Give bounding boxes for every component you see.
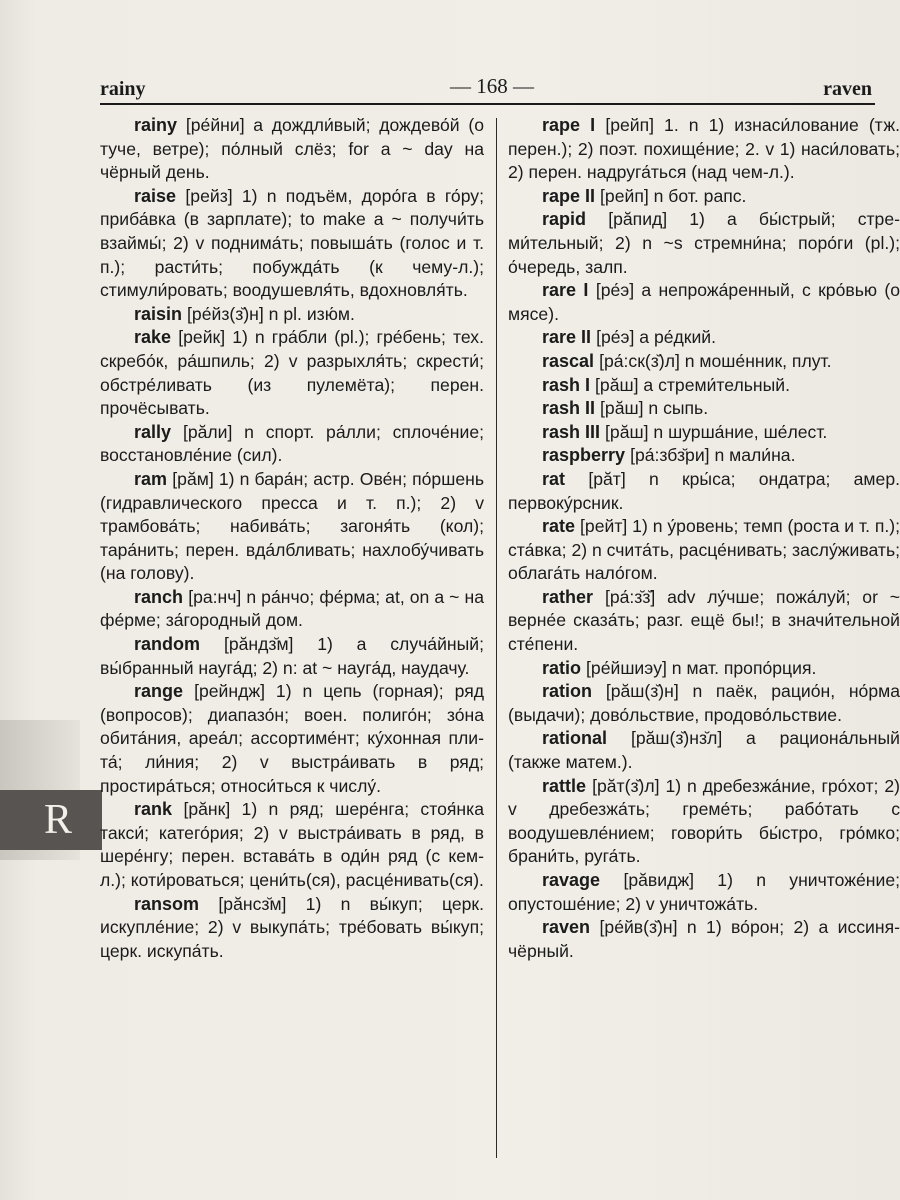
entry-definition: [рейп] n бот. рапс.	[600, 185, 747, 206]
dictionary-entry	[508, 775, 900, 869]
entry-definition: [рӑт] n кры́са; ондатра; амер. первоку́рсник.	[508, 468, 900, 513]
dictionary-entry	[100, 680, 484, 798]
entry-definition: [рӑш(з̆)нз̆л] a рациона́льный (также матем.).	[508, 728, 900, 773]
dictionary-entry	[508, 869, 900, 916]
entry-headword: rash II	[542, 398, 596, 419]
dictionary-entry	[100, 421, 484, 468]
dictionary-entry	[100, 303, 484, 327]
entry-headword: rape I	[542, 115, 596, 135]
dictionary-entry	[508, 208, 900, 279]
dictionary-entry	[508, 468, 900, 515]
entry-headword: rank	[134, 799, 173, 820]
entry-definition: [ре́йв(з̆)н] n 1) во́рон; 2) a иссиня-чёрный.	[508, 917, 900, 961]
entry-definition: [рӑш] a стреми́тельный.	[595, 374, 790, 395]
dictionary-entry	[508, 657, 900, 681]
entry-definition: [рӑт(з̆)л] 1) n дребезжа́ние, гро́хот; 2) v дребезжа́ть; греме́ть; рабо́тать с воодушевле́нием; говори́ть бы́стро, гро́мко; брани́ть, руга́ть.	[508, 775, 900, 867]
entry-headword: raven	[542, 917, 591, 938]
dictionary-entry	[508, 680, 900, 727]
dictionary-entry	[508, 326, 900, 350]
entry-definition: [рейз] 1) n подъём, доро́га в го́ру; приба́вка (в зарплате); to make a ~ получи́ть взаймы́; 2) v поднима́ть; повыша́ть (голос и т. п.); расти́ть; побужда́ть (к чему-л.); стимули́ровать; воодушевля́ть, вдохновля́ть.	[100, 185, 484, 301]
entry-headword: rape II	[542, 185, 596, 206]
entry-definition: [рейп] 1. n 1) изнаси́лование (тж. перен.); 2) поэт. похище́ние; 2. v 1) наси́ловать; 2) перен. надруга́ться (над чем-л.).	[508, 115, 900, 183]
dictionary-entry	[508, 727, 900, 774]
entry-headword: ram	[134, 468, 168, 489]
entry-headword: raspberry	[542, 445, 626, 466]
dictionary-entry	[508, 916, 900, 963]
entry-definition: [рӑпид] 1) a бы́стрый; стреми́тельный; 2) n ~s стремни́на; поро́ги (pl.); о́чередь, залп.	[508, 209, 900, 277]
dictionary-entry	[508, 350, 900, 374]
dictionary-entry	[100, 586, 484, 633]
entry-headword: raise	[134, 185, 177, 206]
entry-headword: ransom	[134, 893, 200, 914]
entry-definition: [ре́э] a ре́дкий.	[596, 327, 717, 348]
entry-definition: [рейндж] 1) n цепь (горная); ряд (вопросов); диапазо́н; воен. полиго́н; зо́на обита́ния, ареа́л; ассортиме́нт; ку́хонная плита́; ли́ния; 2) v выстра́ивать в ряд; простира́ться; относи́ться к числу́.	[100, 681, 484, 796]
entry-definition: [ре́э] a непрожа́ренный, с кро́вью (о мясе).	[508, 280, 900, 324]
dictionary-entry	[508, 279, 900, 326]
entry-headword: rake	[134, 327, 172, 348]
entry-headword: rat	[542, 468, 566, 489]
entry-definition: [рӑш(з̆)н] n паёк, рацио́н, но́рма (выдачи); дово́льствие, продово́льствие.	[508, 681, 900, 725]
dictionary-entry	[508, 444, 900, 468]
left-running-headword: rainy	[100, 78, 146, 100]
dictionary-entry	[100, 798, 484, 892]
dictionary-entry	[100, 893, 484, 964]
right-column	[508, 114, 900, 963]
entry-definition: [рӑли] n спорт. ра́лли; сплоче́ние; восстановле́ние (сил).	[100, 421, 484, 466]
entry-definition: [ре́йз(з̆)н] n pl. изю́м.	[187, 303, 355, 324]
entry-definition: [рӑндз̆м] 1) a случа́йный; вы́бранный науга́д; 2) n: at ~ науга́д, наудачу.	[100, 634, 484, 678]
entry-headword: rather	[542, 586, 594, 607]
dictionary-entry	[100, 468, 484, 586]
entry-definition: [рӑнсз̆м] 1) n вы́куп; церк. искупле́ние; 2) v выкупа́ть; тре́бовать вы́куп; церк. искупа́ть.	[100, 893, 484, 961]
entry-definition: [рӑвидж] 1) n уничтоже́ние; опустоше́ние; 2) v уничтожа́ть.	[508, 870, 900, 914]
page-number: — 168 —	[450, 74, 534, 98]
entry-definition: [рӑш] n сыпь.	[600, 398, 709, 419]
entry-headword: ration	[542, 681, 593, 702]
entry-headword: rational	[542, 728, 608, 749]
entry-definition: [ре́йни] a дождли́вый; дождево́й (о туче, ветре); по́лный слёз; for a ~ day на чёрный день.	[100, 115, 484, 183]
entry-headword: ratio	[542, 657, 582, 678]
entry-headword: rare II	[542, 327, 592, 348]
right-running-headword: raven	[823, 78, 872, 100]
entry-definition: [рейк] 1) n гра́бли (pl.); гре́бень; тех. скребо́к, ра́шпиль; 2) v разрыхля́ть; скрести́; обстре́ливать (из пулемёта); перен. прочёсывать.	[100, 327, 484, 419]
entry-definition: [рӑнк] 1) n ряд; шере́нга; стоя́нка такси́; катего́рия; 2) v выстра́ивать в ряд, в шере́нгу; перен. встава́ть в оди́н ряд (с кем-л.); коти́роваться; цени́ть(ся), расце́нивать(ся).	[100, 799, 484, 890]
entry-headword: rainy	[134, 115, 178, 135]
entry-definition: [ра́:ск(з̆)л] n моше́нник, плут.	[599, 350, 832, 371]
dictionary-entry	[508, 114, 900, 185]
entry-definition: [ре́йшиэу] n мат. пропо́рция.	[586, 657, 817, 678]
dictionary-entry	[508, 397, 900, 421]
entry-headword: rascal	[542, 350, 595, 371]
header-rule	[100, 103, 875, 105]
entry-definition: [рейт] 1) n у́ровень; темп (роста и т. п.); ста́вка; 2) n счита́ть, расце́нивать; заслу́живать; облага́ть нало́гом.	[508, 516, 900, 584]
entry-definition: [рӑш] n шурша́ние, ше́лест.	[605, 421, 828, 442]
entry-definition: [рӑм] 1) n бара́н; астр. Ове́н; по́ршень (гидравлического пресса и т. п.); 2) v трамбова́ть; набива́ть; загоня́ть (кол); тара́нить; перен. вда́лбливать; нахлобу́чивать (на голову).	[100, 468, 484, 584]
entry-headword: rash I	[542, 374, 591, 395]
thumb-index-tab	[0, 790, 102, 850]
dictionary-entry	[100, 185, 484, 303]
thumb-index-letter: R	[43, 797, 72, 843]
entry-headword: rate	[542, 516, 576, 537]
entry-headword: rash III	[542, 421, 601, 442]
entry-headword: ranch	[134, 586, 184, 607]
entry-headword: rare I	[542, 280, 589, 301]
dictionary-entry	[508, 185, 900, 209]
dictionary-entry	[508, 515, 900, 586]
dictionary-entry	[508, 374, 900, 398]
dictionary-entry	[100, 633, 484, 680]
dictionary-entry	[100, 114, 484, 185]
dictionary-entry	[508, 586, 900, 657]
entry-definition: [ра́:збз̆ри] n мали́на.	[630, 445, 796, 466]
left-column	[100, 114, 484, 963]
dictionary-entry	[100, 326, 484, 420]
dictionary-entry	[508, 421, 900, 445]
entry-headword: raisin	[134, 303, 183, 324]
entry-headword: random	[134, 634, 201, 655]
entry-definition: [ра́:з̆з̆] adv лу́чше; пожа́луй; or ~ верне́е сказа́ть; разг. ещё бы!; в значи́тельной сте́пени.	[508, 586, 900, 655]
entry-headword: rally	[134, 421, 172, 442]
column-divider	[496, 118, 497, 1158]
page-header	[100, 72, 900, 106]
entry-headword: rattle	[542, 775, 587, 796]
entry-definition: [ра:нч] n ра́нчо; фе́рма; at, on a ~ на фе́рме; за́городный дом.	[100, 586, 484, 631]
entry-headword: ravage	[542, 870, 601, 890]
entry-headword: rapid	[542, 209, 587, 230]
entry-headword: range	[134, 681, 184, 702]
